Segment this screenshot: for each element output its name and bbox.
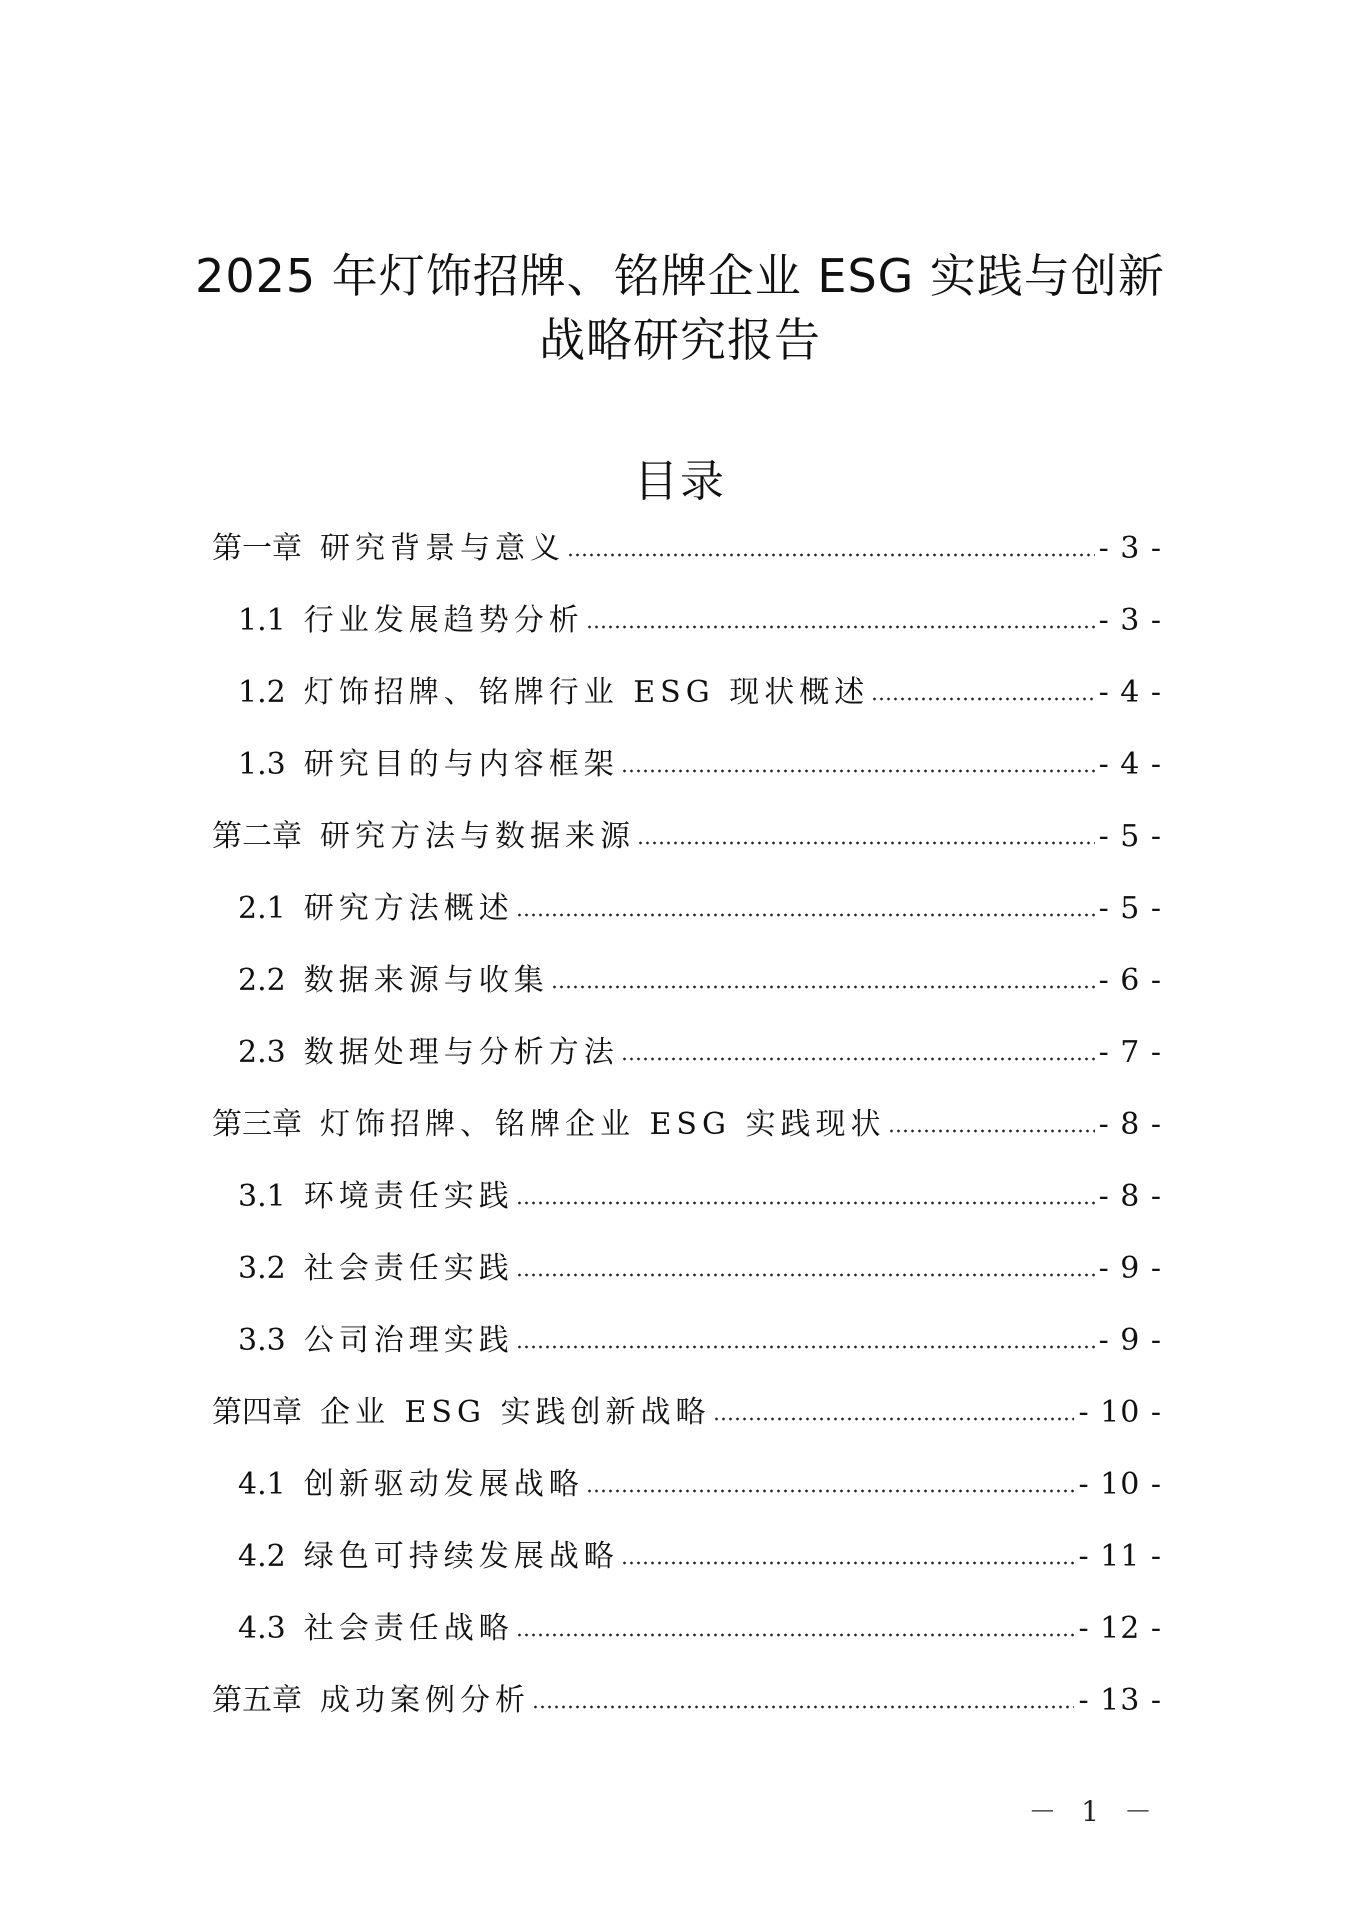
toc-entry-number: 3.1 bbox=[238, 1179, 286, 1214]
report-title-line-1: 2025 年灯饰招牌、铭牌企业 ESG 实践与创新 bbox=[195, 249, 1165, 303]
toc-entry-page: - 10 - bbox=[1078, 1467, 1162, 1502]
toc-dot-leader bbox=[516, 1633, 1075, 1637]
toc-entry-number: 2.1 bbox=[238, 891, 286, 926]
toc-entry-page: - 13 - bbox=[1078, 1683, 1162, 1718]
toc-entry-label: 灯饰招牌、铭牌企业 ESG 实践现状 bbox=[320, 1107, 886, 1142]
toc-entry-number: 4.3 bbox=[238, 1611, 286, 1646]
toc-entry-number: 3.2 bbox=[238, 1251, 286, 1286]
toc-entry-number: 第四章 bbox=[212, 1395, 302, 1430]
toc-entry-label: 社会责任战略 bbox=[303, 1611, 514, 1646]
toc-entry-number: 1.3 bbox=[238, 747, 286, 782]
toc-entry-number: 2.2 bbox=[238, 963, 286, 998]
toc-entry-label: 数据来源与收集 bbox=[303, 963, 549, 998]
toc-entry-page: - 3 - bbox=[1098, 603, 1162, 638]
toc-dot-leader bbox=[586, 1489, 1075, 1493]
toc-section-entry[interactable] bbox=[212, 667, 1162, 739]
toc-dot-leader bbox=[621, 1057, 1095, 1061]
toc-entry-label: 行业发展趋势分析 bbox=[303, 603, 584, 638]
toc-dot-leader bbox=[516, 1345, 1095, 1349]
toc-dot-leader bbox=[551, 985, 1095, 989]
toc-entry-label: 公司治理实践 bbox=[303, 1323, 514, 1358]
toc-chapter-entry[interactable] bbox=[212, 811, 1162, 883]
toc-entry-label: 环境责任实践 bbox=[303, 1179, 514, 1214]
toc-entry-page: - 6 - bbox=[1098, 963, 1162, 998]
toc-entry-page: - 12 - bbox=[1078, 1611, 1162, 1646]
toc-dot-leader bbox=[516, 913, 1095, 917]
toc-entry-page: - 5 - bbox=[1098, 891, 1162, 926]
toc-section-entry[interactable] bbox=[212, 1531, 1162, 1603]
toc-dot-leader bbox=[871, 697, 1094, 701]
toc-entry-number: 第五章 bbox=[212, 1683, 302, 1718]
toc-section-entry[interactable] bbox=[212, 1315, 1162, 1387]
toc-section-entry[interactable] bbox=[212, 1243, 1162, 1315]
toc-entry-page: - 4 - bbox=[1098, 675, 1162, 710]
toc-entry-number: 4.1 bbox=[238, 1467, 286, 1502]
toc-entry-page: - 3 - bbox=[1098, 531, 1162, 566]
toc-entry-page: - 9 - bbox=[1098, 1323, 1162, 1358]
toc-dot-leader bbox=[713, 1417, 1075, 1421]
toc-section-entry[interactable] bbox=[212, 739, 1162, 811]
toc-dot-leader bbox=[532, 1705, 1074, 1709]
toc-entry-label: 研究背景与意义 bbox=[320, 531, 565, 566]
toc-section-entry[interactable] bbox=[212, 883, 1162, 955]
toc-chapter-entry[interactable] bbox=[212, 523, 1162, 595]
toc-entry-page: - 8 - bbox=[1098, 1107, 1162, 1142]
toc-entry-number: 第一章 bbox=[212, 531, 302, 566]
toc-dot-leader bbox=[888, 1129, 1095, 1133]
toc-entry-label: 绿色可持续发展战略 bbox=[303, 1539, 619, 1574]
toc-entry-number: 1.2 bbox=[238, 675, 286, 710]
toc-entry-number: 第二章 bbox=[212, 819, 302, 854]
toc-dot-leader bbox=[621, 769, 1095, 773]
toc-entry-label: 研究方法概述 bbox=[303, 891, 514, 926]
toc-section-entry[interactable] bbox=[212, 1459, 1162, 1531]
page-number: － 1 － bbox=[1028, 1795, 1160, 1828]
toc-chapter-entry[interactable] bbox=[212, 1099, 1162, 1171]
toc-entry-label: 成功案例分析 bbox=[320, 1683, 530, 1718]
toc-entry-label: 灯饰招牌、铭牌行业 ESG 现状概述 bbox=[303, 675, 870, 710]
report-title bbox=[0, 244, 1360, 372]
toc-entry-page: - 5 - bbox=[1098, 819, 1162, 854]
toc-entry-label: 数据处理与分析方法 bbox=[303, 1035, 619, 1070]
table-of-contents bbox=[212, 523, 1162, 1747]
toc-entry-label: 社会责任实践 bbox=[303, 1251, 514, 1286]
toc-entry-number: 4.2 bbox=[238, 1539, 286, 1574]
toc-entry-page: - 10 - bbox=[1078, 1395, 1162, 1430]
toc-section-entry[interactable] bbox=[212, 1027, 1162, 1099]
toc-dot-leader bbox=[516, 1201, 1095, 1205]
toc-entry-label: 创新驱动发展战略 bbox=[303, 1467, 584, 1502]
toc-section-entry[interactable] bbox=[212, 955, 1162, 1027]
toc-section-entry[interactable] bbox=[212, 595, 1162, 667]
toc-entry-page: - 11 - bbox=[1078, 1539, 1162, 1574]
toc-section-entry[interactable] bbox=[212, 1603, 1162, 1675]
toc-heading: 目录 bbox=[634, 456, 726, 507]
toc-entry-number: 第三章 bbox=[212, 1107, 302, 1142]
toc-entry-number: 2.3 bbox=[238, 1035, 286, 1070]
toc-entry-label: 研究方法与数据来源 bbox=[320, 819, 635, 854]
toc-entry-number: 3.3 bbox=[238, 1323, 286, 1358]
toc-dot-leader bbox=[567, 553, 1095, 557]
toc-dot-leader bbox=[621, 1561, 1075, 1565]
toc-section-entry[interactable] bbox=[212, 1171, 1162, 1243]
toc-dot-leader bbox=[586, 625, 1095, 629]
toc-entry-page: - 7 - bbox=[1098, 1035, 1162, 1070]
toc-entry-label: 研究目的与内容框架 bbox=[303, 747, 619, 782]
toc-entry-label: 企业 ESG 实践创新战略 bbox=[320, 1395, 711, 1430]
toc-entry-page: - 9 - bbox=[1098, 1251, 1162, 1286]
toc-chapter-entry[interactable] bbox=[212, 1387, 1162, 1459]
report-title-line-2: 战略研究报告 bbox=[539, 313, 821, 367]
toc-dot-leader bbox=[637, 841, 1095, 845]
toc-chapter-entry[interactable] bbox=[212, 1675, 1162, 1747]
toc-entry-number: 1.1 bbox=[238, 603, 286, 638]
toc-entry-page: - 4 - bbox=[1098, 747, 1162, 782]
toc-dot-leader bbox=[516, 1273, 1095, 1277]
toc-entry-page: - 8 - bbox=[1098, 1179, 1162, 1214]
